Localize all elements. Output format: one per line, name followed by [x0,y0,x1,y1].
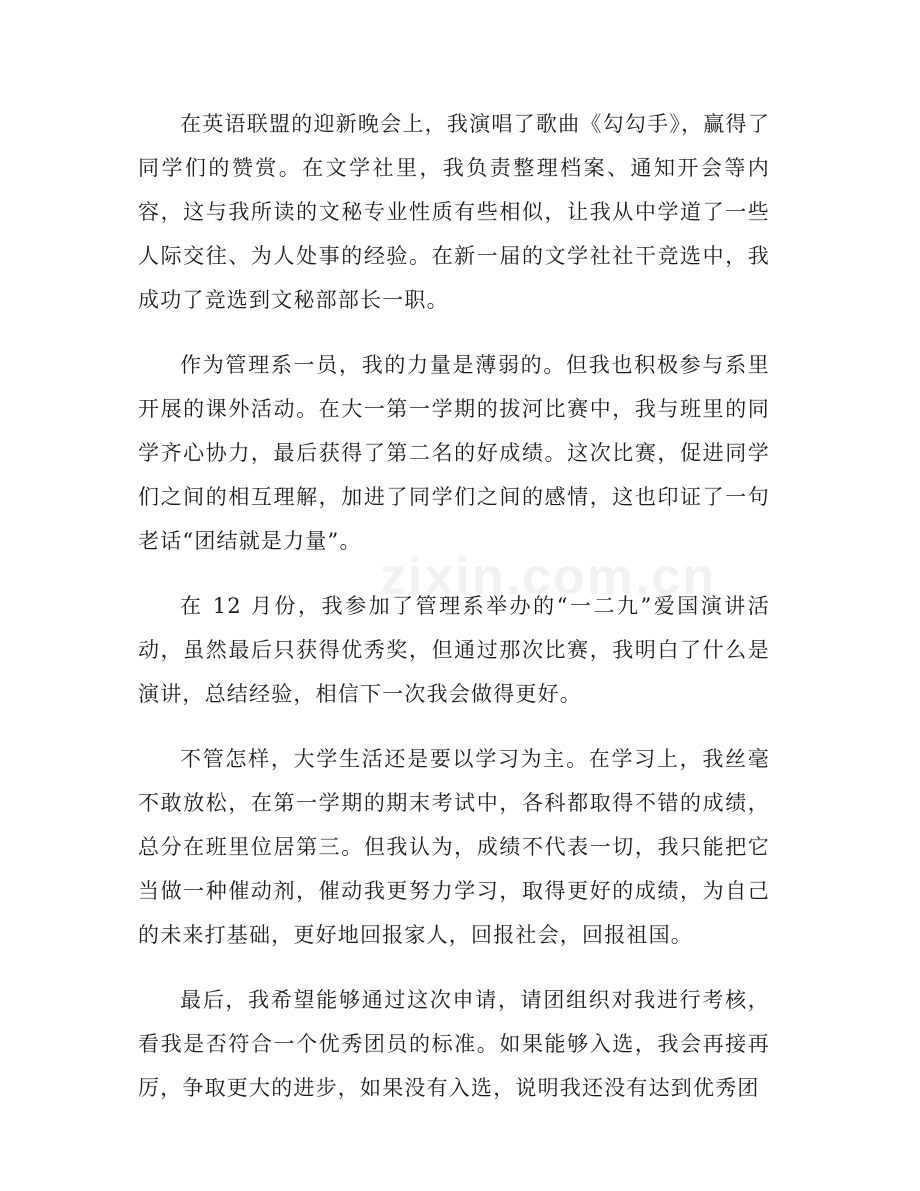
watermark: zixin.com.cn [380,548,717,606]
paragraph-2: 作为管理系一员，我的力量是薄弱的。但我也积极参与系里开展的课外活动。在大一第一学期的拔河比赛中，我与班里的同学齐心协力，最后获得了第二名的好成绩。这次比赛，促进同学们之间的相互理解，加进了同学们之间的感情，这也印证了一句老话“团结就是力量”。 [138,353,770,553]
paragraph-4: 不管怎样，大学生活还是要以学习为主。在学习上，我丝毫不敢放松，在第一学期的期末考试中，各科都取得不错的成绩，总分在班里位居第三。但我认为，成绩不代表一切，我只能把它当做一种催动剂，催动我更努力学习，取得更好的成绩，为自己的未来打基础，更好地回报家人，回报社会，回报祖国。 [138,747,770,947]
paragraph-3: 在 12 月份，我参加了管理系举办的“一二九”爱国演讲活动，虽然最后只获得优秀奖，但通过那次比赛，我明白了什么是演讲，总结经验，相信下一次我会做得更好。 [138,594,770,706]
paragraph-1: 在英语联盟的迎新晚会上，我演唱了歌曲《勾勾手》，赢得了同学们的赞赏。在文学社里，我负责整理档案、通知开会等内容，这与我所读的文秘专业性质有些相似，让我从中学道了一些人际交往、为人处事的经验。在新一届的文学社社干竞选中，我成功了竞选到文秘部部长一职。 [138,112,770,312]
paragraph-5: 最后，我希望能够通过这次申请，请团组织对我进行考核，看我是否符合一个优秀团员的标准。如果能够入选，我会再接再厉，争取更大的进步，如果没有入选，说明我还没有达到优秀团 [138,988,770,1100]
